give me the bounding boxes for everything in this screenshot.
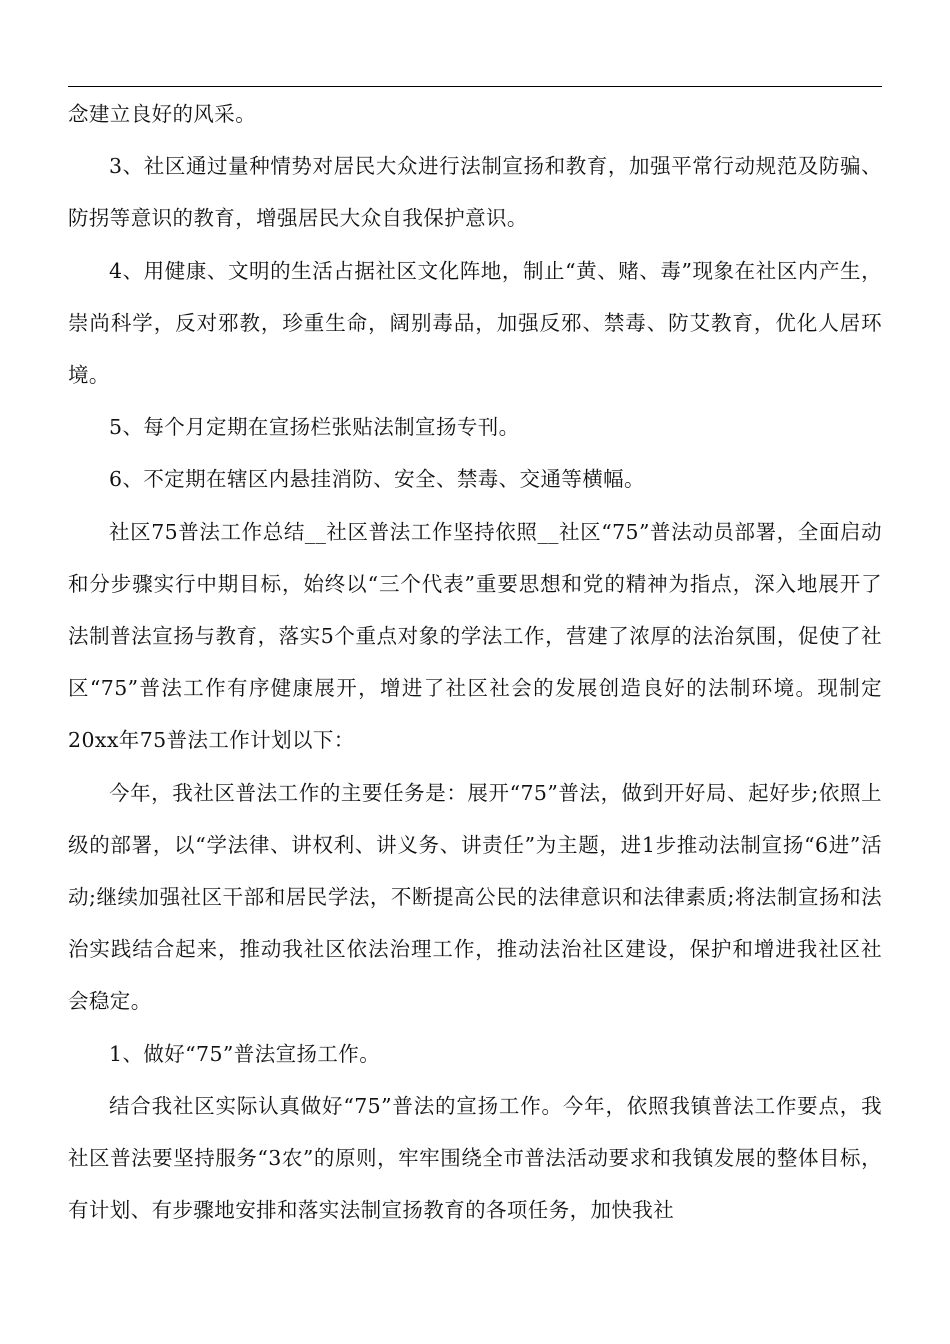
paragraph: 今年，我社区普法工作的主要任务是：展开“75”普法，做到开好局、起好步;依照上级的部署，以“学法律、讲权利、讲义务、讲责任”为主题，进1步推动法制宣扬“6进”活动;继续加强社区干部和居民学法，不断提高公民的法律意识和法律素质;将法制宣扬和法治实践结合起来，推动我社区依法治理工作，推动法治社区建设，保护和增进我社区社会稳定。 <box>68 780 882 1014</box>
paragraph: 4、用健康、文明的生活占据社区文化阵地，制止“黄、赌、毒”现象在社区内产生，崇尚科学，反对邪教，珍重生命，阔别毒品，加强反邪、禁毒、防艾教育，优化人居环境。 <box>68 258 882 388</box>
header-rule <box>68 86 882 87</box>
paragraph: 6、不定期在辖区内悬挂消防、安全、禁毒、交通等横幅。 <box>109 467 645 492</box>
paragraph: 3、社区通过量种情势对居民大众进行法制宣扬和教育，加强平常行动规范及防骗、防拐等意识的教育，增强居民大众自我保护意识。 <box>68 154 882 231</box>
paragraph: 1、做好“75”普法宣扬工作。 <box>109 1041 381 1066</box>
paragraph: 结合我社区实际认真做好“75”普法的宣扬工作。今年，依照我镇普法工作要点，我社区普法要坚持服务“3农”的原则，牢牢围绕全市普法活动要求和我镇发展的整体目标，有计划、有步骤地安排和落实法制宣扬教育的各项任务，加快我社 <box>68 1093 882 1223</box>
document-body <box>68 88 882 1236</box>
paragraph: 5、每个月定期在宣扬栏张贴法制宣扬专刊。 <box>109 415 520 440</box>
paragraph: 念建立良好的风采。 <box>68 102 257 126</box>
paragraph: 社区75普法工作总结__社区普法工作坚持依照__社区“75”普法动员部署，全面启动和分步骤实行中期目标，始终以“三个代表”重要思想和党的精神为指点，深入地展开了法制普法宣扬与教育，落实5个重点对象的学法工作，营建了浓厚的法治氛围，促使了社区“75”普法工作有序健康展开，增进了社区社会的发展创造良好的法制环境。现制定20xx年75普法工作计划以下： <box>68 519 882 753</box>
